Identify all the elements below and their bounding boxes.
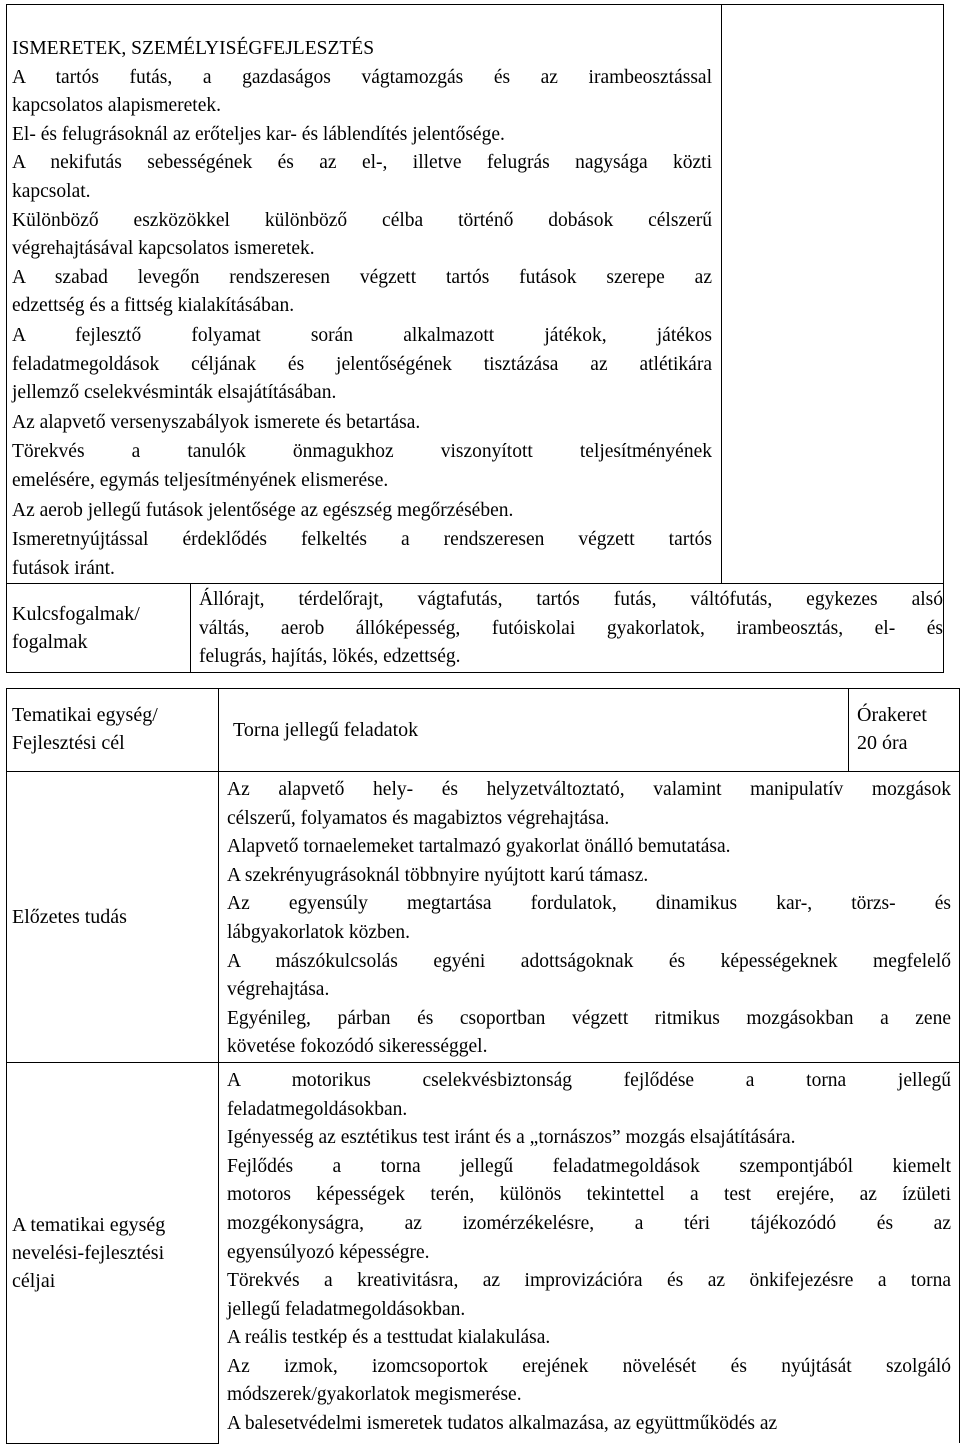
kulcs-block: [199, 586, 943, 672]
paragraph: [227, 1267, 951, 1324]
elozetes-block: [227, 776, 951, 1062]
text-line: feladatmegoldásokban.: [227, 1098, 408, 1120]
paragraph: [227, 1124, 951, 1153]
unit-label-line-1: Tematikai egység/: [12, 704, 158, 726]
text-line: Az izmok, izomcsoportok erejének növelését és nyújtását szolgáló: [227, 1355, 951, 1377]
text-line: célszerű, folyamatos és magabiztos végrehajtása.: [227, 807, 610, 829]
paragraph: [227, 1353, 951, 1410]
text-line: Állórajt, térdelőrajt, vágtafutás, tartós futás, váltófutás, egykezes alsó: [199, 589, 943, 611]
paragraph: [12, 121, 712, 150]
text-line: A reális testkép és a testtudat kialakulása.: [227, 1327, 551, 1349]
text-line: jellegű feladatmegoldásokban.: [227, 1298, 466, 1320]
text-line: Egyénileg, párban és csoportban végzett ritmikus mozgásokban a zene: [227, 1007, 951, 1029]
paragraph: [227, 1067, 951, 1124]
text-line: végrehajtásával kapcsolatos ismeretek.: [12, 238, 315, 260]
text-line: A szabad levegőn rendszeresen végzett tartós futások szerepe az: [12, 266, 712, 288]
text-line: edzettség és a fittség kialakításában.: [12, 295, 295, 317]
elozetes-label-cell: [7, 772, 219, 1063]
paragraph: [227, 833, 951, 862]
kulcs-label-line-2: fogalmak: [12, 631, 88, 654]
text-line: jellemző cselekvésminták elsajátításában.: [12, 382, 337, 404]
paragraph: [227, 862, 951, 891]
ismeretek-cell: [7, 5, 722, 584]
orakeret-value: 20 óra: [857, 732, 908, 754]
text-line: Az aerob jellegű futások jelentősége az egészség megőrzésében.: [12, 499, 514, 521]
text-line: Alapvető tornaelemeket tartalmazó gyakorlat önálló bemutatása.: [227, 836, 731, 858]
text-line: A mászókulcsolás egyéni adottságoknak és képességeknek megfelelő: [227, 950, 951, 972]
elozetes-label: Előzetes tudás: [12, 905, 127, 928]
paragraph: [12, 207, 712, 264]
celjai-content-cell: [219, 1062, 960, 1443]
paragraph: [12, 438, 712, 495]
text-line: Igényesség az esztétikus test iránt és a „tornászos” mozgás elsajátítására.: [227, 1127, 796, 1149]
text-line: lábgyakorlatok közben.: [227, 921, 411, 943]
text-line: egyensúlyozó képességre.: [227, 1241, 430, 1263]
elozetes-content-cell: [219, 772, 960, 1063]
unit-title-cell: [219, 689, 849, 772]
text-line: Az alapvető hely- és helyzetváltoztató, valamint manipulatív mozgások: [227, 779, 951, 800]
paragraph: [12, 409, 712, 438]
text-line: A balesetvédelmi ismeretek tudatos alkalmazása, az együttműködés az: [227, 1413, 778, 1435]
paragraph: [227, 948, 951, 1005]
text-line: A szekrényugrásoknál többnyire nyújtott karú támasz.: [227, 864, 649, 886]
text-line: módszerek/gyakorlatok megismerése.: [227, 1384, 522, 1406]
text-line: mozgékonyságra, az izomérzékelésre, a téri tájékozódó és az: [227, 1212, 951, 1234]
text-line: Törekvés a kreativitásra, az improvizációra és az önkifejezésre a torna: [227, 1270, 951, 1292]
text-line: felugrás, hajítás, lökés, edzettség.: [199, 646, 461, 668]
kulcs-label-line-1: Kulcsfogalmak/: [12, 603, 140, 626]
text-line: feladatmegoldások céljának és jelentőségének tisztázása az atlétikára: [12, 353, 712, 375]
paragraph: [227, 1410, 951, 1439]
unit-title: Torna jellegű feladatok: [233, 719, 419, 741]
paragraph: [227, 1153, 951, 1267]
orakeret-label: Órakeret: [857, 704, 927, 726]
text-line: A motorikus cselekvésbiztonság fejlődése a torna jellegű: [227, 1069, 951, 1091]
text-line: motoros képességek terén, különös tekintettel a test erejére, az ízületi: [227, 1184, 951, 1206]
text-line: követése fokozódó sikerességgel.: [227, 1036, 488, 1058]
celjai-label-cell: [7, 1062, 219, 1443]
empty-cell: [722, 5, 944, 584]
text-line: kapcsolat.: [12, 180, 91, 202]
atletika-table: [6, 4, 944, 673]
text-line: El- és felugrásoknál az erőteljes kar- és láblendítés jelentősége.: [12, 123, 505, 145]
text-line: Az egyensúly megtartása fordulatok, dinamikus kar-, törzs- és: [227, 893, 951, 915]
text-line: váltás, aerob állóképesség, futóiskolai gyakorlatok, irambeosztás, el- és: [199, 617, 943, 639]
paragraph: [12, 322, 712, 408]
text-line: Törekvés a tanulók önmagukhoz viszonyított teljesítményének: [12, 441, 712, 463]
torna-table: [6, 688, 960, 1444]
ismeretek-block: [12, 35, 712, 583]
kulcs-content-cell: [191, 584, 944, 673]
kulcs-label-cell: [7, 584, 191, 673]
celjai-label-line-3: céljai: [12, 1269, 56, 1292]
paragraph: [227, 1324, 951, 1353]
text-line: végrehajtása.: [227, 979, 330, 1001]
text-line: kapcsolatos alapismeretek.: [12, 95, 222, 117]
text-line: Ismeretnyújtással érdeklődés felkeltés a rendszeresen végzett tartós: [12, 529, 712, 551]
text-line: Fejlődés a torna jellegű feladatmegoldások szempontjából kiemelt: [227, 1155, 951, 1177]
paragraph: [227, 776, 951, 833]
paragraph: [227, 1005, 951, 1062]
celjai-block: [227, 1067, 951, 1439]
paragraph: [12, 149, 712, 206]
unit-label-cell: [7, 689, 219, 772]
text-line: Különböző eszközökkel különböző célba történő dobások célszerű: [12, 209, 712, 231]
paragraph: [12, 526, 712, 583]
unit-label-line-2: Fejlesztési cél: [12, 732, 125, 754]
celjai-label-line-2: nevelési-fejlesztési: [12, 1241, 165, 1264]
text-line: A nekifutás sebességének és az el-, illetve felugrás nagysága közti: [12, 152, 712, 174]
paragraph: [12, 497, 712, 526]
paragraph: [227, 890, 951, 947]
text-line: A tartós futás, a gazdaságos vágtamozgás és az irambeosztással: [12, 66, 712, 88]
celjai-label-line-1: A tematikai egység: [12, 1213, 166, 1236]
orakeret-cell: [849, 689, 960, 772]
text-line: futások iránt.: [12, 557, 115, 579]
text-line: emelésére, egymás teljesítményének elismerése.: [12, 469, 389, 491]
paragraph: [12, 264, 712, 321]
paragraph: [12, 64, 712, 121]
text-line: Az alapvető versenyszabályok ismerete és betartása.: [12, 411, 421, 433]
text-line: A fejlesztő folyamat során alkalmazott játékok, játékos: [12, 324, 712, 346]
section-heading: ISMERETEK, SZEMÉLYISÉGFEJLESZTÉS: [12, 38, 375, 59]
